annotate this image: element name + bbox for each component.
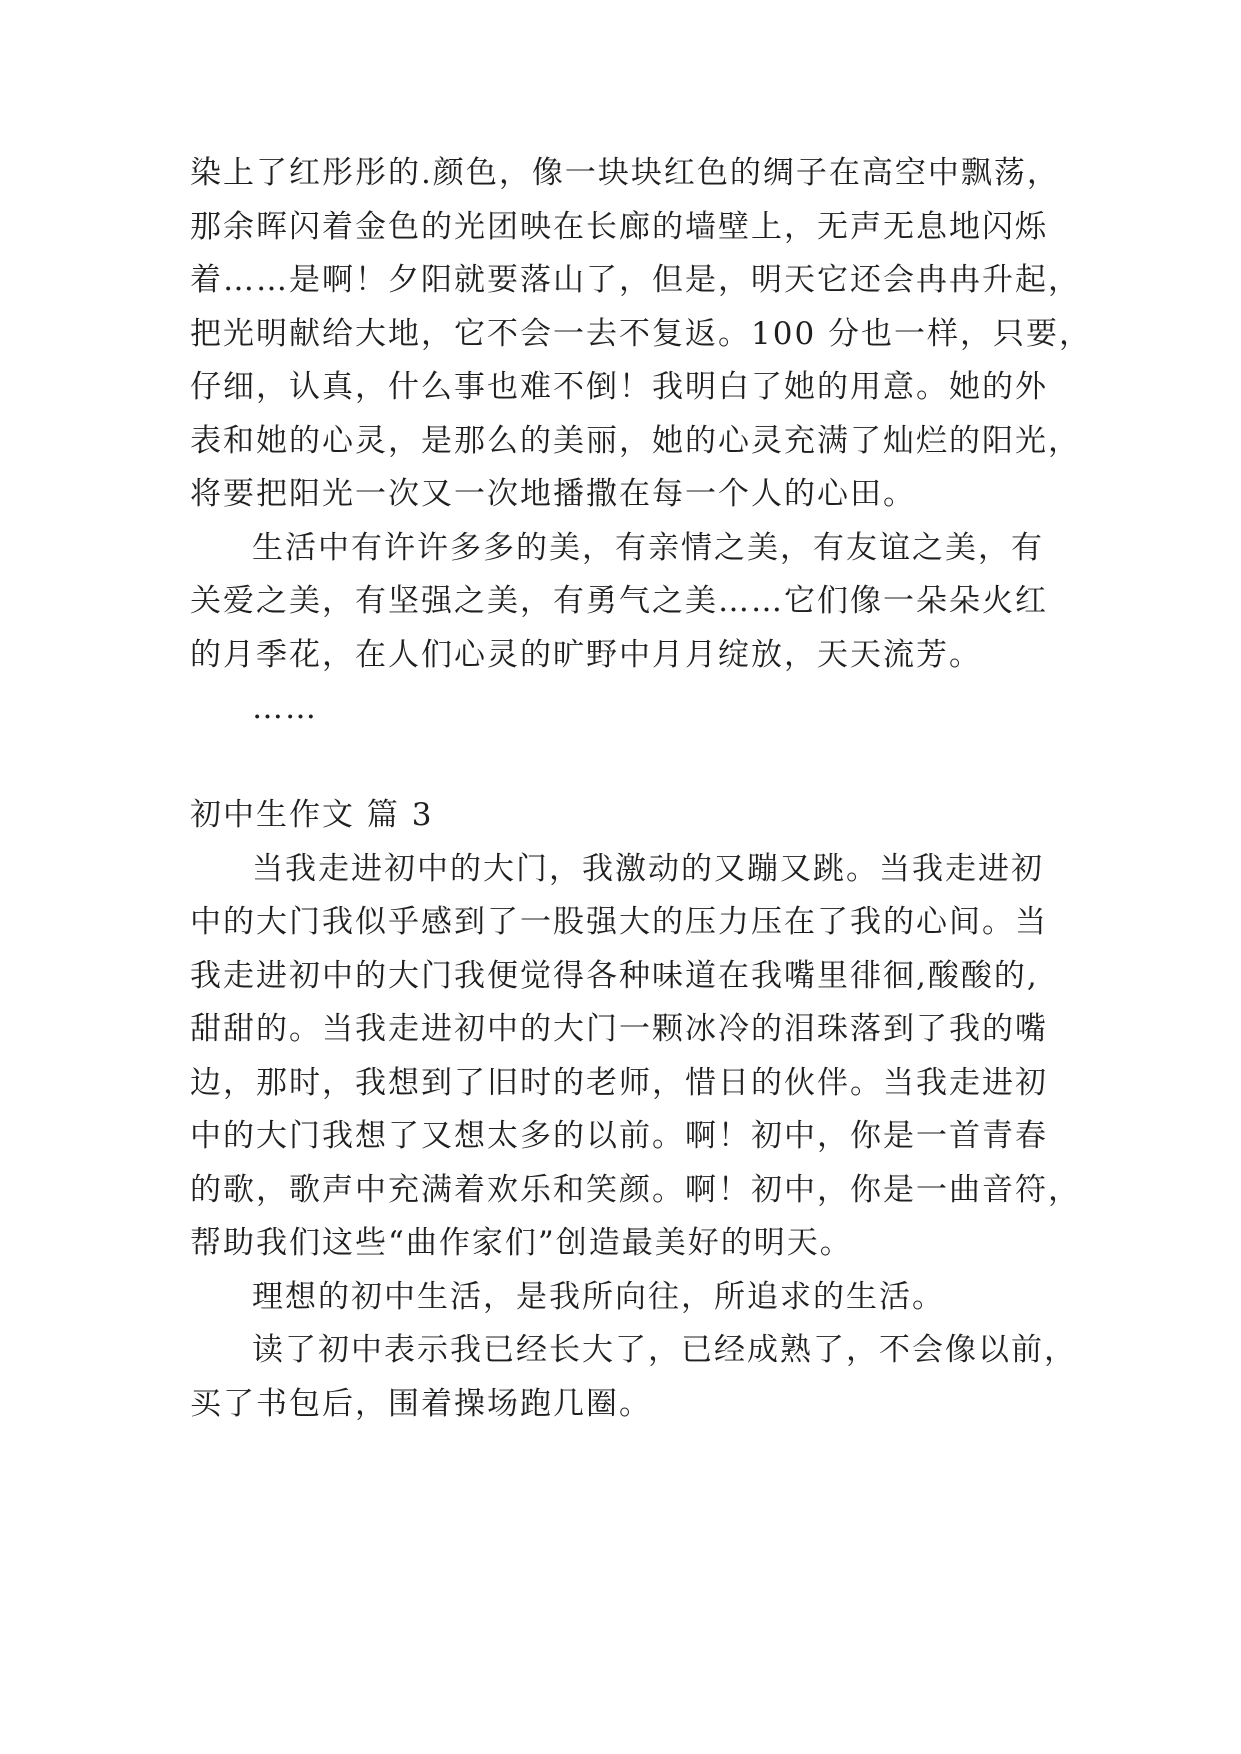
- paragraph-line: 的月季花，在人们心灵的旷野中月月绽放，天天流芳。: [190, 637, 982, 673]
- paragraph-line: 当我走进初中的大门，我激动的又蹦又跳。当我走进初: [252, 851, 1044, 887]
- paragraph-line: 理想的初中生活，是我所向往，所追求的生活。: [252, 1279, 945, 1315]
- paragraph-line: 中的大门我想了又想太多的以前。啊！初中，你是一首青春: [190, 1118, 1048, 1154]
- paragraph-line: 的歌，歌声中充满着欢乐和笑颜。啊！初中，你是一曲音符，: [190, 1172, 1081, 1208]
- paragraph-line: 将要把阳光一次又一次地播撒在每一个人的心田。: [190, 476, 916, 512]
- paragraph-line: 把光明献给大地，它不会一去不复返。100 分也一样，只要，: [190, 316, 1093, 352]
- paragraph-line: 中的大门我似乎感到了一股强大的压力压在了我的心间。当: [190, 904, 1048, 940]
- paragraph-line: 那余晖闪着金色的光团映在长廊的墙壁上，无声无息地闪烁: [190, 209, 1048, 245]
- paragraph-line: 关爱之美，有坚强之美，有勇气之美……它们像一朵朵火红: [190, 583, 1048, 619]
- paragraph-line: 表和她的心灵，是那么的美丽，她的心灵充满了灿烂的阳光，: [190, 423, 1081, 459]
- paragraph-line: 生活中有许许多多的美，有亲情之美，有友谊之美，有: [252, 530, 1044, 566]
- paragraph-line: 染上了红彤彤的.颜色，像一块块红色的绸子在高空中飘荡，: [190, 155, 1060, 191]
- paragraph-line: 帮助我们这些“曲作家们”创造最美好的明天。: [190, 1225, 853, 1261]
- section-heading: 初中生作文 篇 3: [190, 797, 434, 833]
- paragraph-line: 甜甜的。当我走进初中的大门一颗冰冷的泪珠落到了我的嘴: [190, 1011, 1048, 1047]
- paragraph-line: 边，那时，我想到了旧时的老师，惜日的伙伴。当我走进初: [190, 1065, 1048, 1101]
- paragraph-line: 读了初中表示我已经长大了，已经成熟了，不会像以前，: [252, 1332, 1077, 1368]
- ellipsis: ……: [252, 690, 318, 726]
- paragraph-line: 着……是啊！夕阳就要落山了，但是，明天它还会冉冉升起，: [190, 262, 1081, 298]
- paragraph-line: 买了书包后，围着操场跑几圈。: [190, 1386, 652, 1422]
- paragraph-line: 我走进初中的大门我便觉得各种味道在我嘴里徘徊,酸酸的,: [190, 958, 1039, 994]
- paragraph-line: 仔细，认真，什么事也难不倒！我明白了她的用意。她的外: [190, 369, 1048, 405]
